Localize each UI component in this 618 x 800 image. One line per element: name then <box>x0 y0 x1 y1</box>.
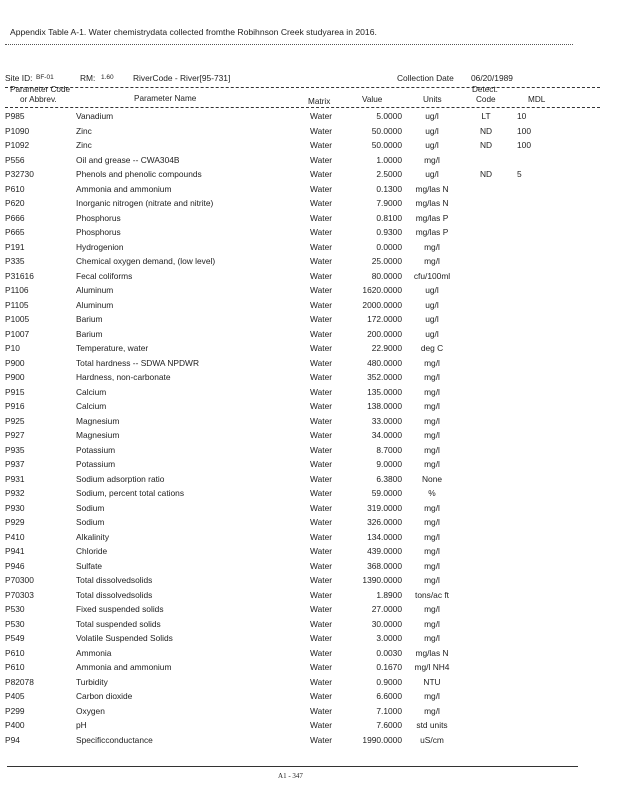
value-cell: 1390.0000 <box>362 575 402 585</box>
header-mdl: MDL <box>528 95 546 104</box>
collection-date-value: 06/20/1989 <box>471 73 513 83</box>
table-row <box>0 153 600 168</box>
param-name-cell: Hardness, non-carbonate <box>76 372 171 382</box>
value-cell: 200.0000 <box>367 328 402 339</box>
value-cell: 5.0000 <box>376 111 402 121</box>
table-row <box>0 240 600 255</box>
table-row <box>0 341 600 356</box>
matrix-cell: Water <box>310 618 333 629</box>
river-code: RiverCode - River[95-731] <box>133 73 231 83</box>
param-name-cell: Phosphorus <box>76 227 121 237</box>
value-cell: 6.6000 <box>376 691 402 701</box>
table-row <box>0 588 600 603</box>
header-units: Units <box>423 95 442 104</box>
header-bottom-rule <box>5 107 600 108</box>
param-name-cell: Sodium adsorption ratio <box>76 473 165 484</box>
header-detect-code: Code <box>476 95 496 104</box>
table-row <box>0 733 600 748</box>
matrix-cell: Water <box>310 212 333 223</box>
units-cell: cfu/100ml <box>413 270 451 281</box>
units-cell: mg/l <box>424 705 440 716</box>
value-cell: 138.0000 <box>367 401 402 411</box>
value-cell: 1.0000 <box>376 154 402 165</box>
param-name-cell: Magnesium <box>76 430 120 440</box>
value-cell: 8.7000 <box>376 444 402 455</box>
matrix-cell: Water <box>310 140 333 150</box>
units-cell: mg/l <box>424 531 440 542</box>
param-code-cell: P941 <box>5 546 25 556</box>
param-name-cell: Volatile Suspended Solids <box>76 633 173 643</box>
value-cell: 326.0000 <box>367 517 402 527</box>
matrix-cell: Water <box>310 111 333 121</box>
mdl-cell: 5 <box>517 169 522 179</box>
table-row <box>0 167 600 182</box>
table-row <box>0 675 600 690</box>
param-name-cell: Barium <box>76 328 103 339</box>
param-code-cell: P191 <box>5 241 25 252</box>
value-cell: 0.9300 <box>376 227 402 237</box>
param-name-cell: Aluminum <box>76 285 114 295</box>
matrix-cell: Water <box>310 720 333 730</box>
units-cell: mg/l <box>424 256 440 266</box>
param-name-cell: Sodium <box>76 502 105 513</box>
matrix-cell: Water <box>310 328 333 339</box>
param-code-cell: P915 <box>5 386 25 397</box>
param-name-cell: Oxygen <box>76 705 105 716</box>
matrix-cell: Water <box>310 299 333 310</box>
table-row <box>0 356 600 371</box>
param-name-cell: Ammonia and ammonium <box>76 662 172 672</box>
param-name-cell: Temperature, water <box>76 343 149 353</box>
value-cell: 9.0000 <box>376 459 402 469</box>
table-row <box>0 254 600 269</box>
param-code-cell: P946 <box>5 560 25 571</box>
value-cell: 134.0000 <box>367 531 402 542</box>
matrix-cell: Water <box>310 459 333 469</box>
mdl-cell: 10 <box>517 111 527 121</box>
matrix-cell: Water <box>310 270 333 281</box>
units-cell: mg/l <box>424 386 440 397</box>
param-name-cell: Magnesium <box>76 415 120 426</box>
param-name-cell: Chemical oxygen demand, (low level) <box>76 256 216 266</box>
header-param-name: Parameter Name <box>134 94 197 103</box>
value-cell: 1990.0000 <box>362 734 402 745</box>
mdl-cell: 100 <box>517 140 531 150</box>
units-cell: deg C <box>420 343 444 353</box>
value-cell: 27.0000 <box>371 604 402 614</box>
param-name-cell: Ammonia <box>76 647 112 658</box>
param-name-cell: Oil and grease -- CWA304B <box>76 154 180 165</box>
units-cell: % <box>428 488 436 498</box>
param-code-cell: P925 <box>5 415 25 426</box>
units-cell: mg/l <box>424 154 440 165</box>
table-row <box>0 327 600 342</box>
collection-date-label: Collection Date <box>397 73 454 83</box>
value-cell: 3.0000 <box>376 633 402 643</box>
units-cell: mg/l <box>424 517 440 527</box>
value-cell: 6.3800 <box>376 473 402 484</box>
units-cell: mg/l <box>424 618 440 629</box>
header-param-abbrev: or Abbrev. <box>20 95 57 104</box>
param-name-cell: Sodium, percent total cations <box>76 488 185 498</box>
matrix-cell: Water <box>310 575 333 585</box>
table-row <box>0 631 600 646</box>
table-row <box>0 718 600 733</box>
detect-code-cell: LT <box>481 111 491 121</box>
matrix-cell: Water <box>310 662 333 672</box>
param-name-cell: Total dissolvedsolids <box>76 575 153 585</box>
table-row <box>0 211 600 226</box>
value-cell: 1620.0000 <box>362 285 402 295</box>
units-cell: mg/l <box>424 241 440 252</box>
table-row <box>0 138 600 153</box>
param-name-cell: Vanadium <box>76 111 114 121</box>
units-cell: ug/l <box>425 169 439 179</box>
param-code-cell: P549 <box>5 633 25 643</box>
units-cell: uS/cm <box>420 734 444 745</box>
site-info-bar <box>0 73 600 85</box>
param-code-cell: P932 <box>5 488 25 498</box>
table-row <box>0 298 600 313</box>
page-number: A1 - 347 <box>278 772 303 780</box>
param-name-cell: Specificconductance <box>76 734 153 745</box>
value-cell: 7.6000 <box>376 720 402 730</box>
param-name-cell: Zinc <box>76 125 92 136</box>
units-cell: mg/l <box>424 444 440 455</box>
site-id-value: BF-01 <box>36 74 54 81</box>
param-name-cell: Zinc <box>76 140 92 150</box>
units-cell: mg/l <box>424 372 440 382</box>
param-name-cell: Carbon dioxide <box>76 691 133 701</box>
title-divider <box>5 44 573 45</box>
param-code-cell: P930 <box>5 502 25 513</box>
param-name-cell: Inorganic nitrogen (nitrate and nitrite) <box>76 198 214 208</box>
matrix-cell: Water <box>310 546 333 556</box>
param-name-cell: Barium <box>76 314 103 324</box>
value-cell: 319.0000 <box>367 502 402 513</box>
param-code-cell: P937 <box>5 459 25 469</box>
param-code-cell: P556 <box>5 154 25 165</box>
units-cell: mg/l <box>424 604 440 614</box>
table-row <box>0 124 600 139</box>
detect-code-cell: ND <box>479 125 493 136</box>
param-name-cell: Sulfate <box>76 560 103 571</box>
matrix-cell: Water <box>310 343 333 353</box>
param-name-cell: Aluminum <box>76 299 114 310</box>
param-name-cell: Turbidity <box>76 676 108 687</box>
matrix-cell: Water <box>310 198 333 208</box>
matrix-cell: Water <box>310 415 333 426</box>
param-code-cell: P94 <box>5 734 20 745</box>
param-code-cell: P1007 <box>5 328 30 339</box>
table-row <box>0 689 600 704</box>
table-row <box>0 428 600 443</box>
value-cell: 50.0000 <box>371 125 402 136</box>
param-name-cell: Potassium <box>76 459 116 469</box>
units-cell: mg/l <box>424 401 440 411</box>
param-name-cell: Calcium <box>76 401 107 411</box>
table-row <box>0 704 600 719</box>
table-row <box>0 399 600 414</box>
param-name-cell: Sodium <box>76 517 105 527</box>
table-row <box>0 109 600 124</box>
matrix-cell: Water <box>310 314 333 324</box>
table-title: Appendix Table A-1. Water chemistrydata collected fromthe Robihnson Creek studyarea in 2016. <box>10 27 377 37</box>
matrix-cell: Water <box>310 357 333 368</box>
param-code-cell: P985 <box>5 111 25 121</box>
matrix-cell: Water <box>310 560 333 571</box>
matrix-cell: Water <box>310 227 333 237</box>
matrix-cell: Water <box>310 386 333 397</box>
site-id-label: Site ID: <box>5 73 33 83</box>
units-cell: std units <box>416 720 448 730</box>
matrix-cell: Water <box>310 633 333 643</box>
param-code-cell: P82078 <box>5 676 34 687</box>
value-cell: 0.0030 <box>376 647 402 658</box>
table-row <box>0 573 600 588</box>
param-code-cell: P400 <box>5 720 25 730</box>
table-row <box>0 385 600 400</box>
param-code-cell: P410 <box>5 531 25 542</box>
units-cell: mg/l <box>424 633 440 643</box>
value-cell: 480.0000 <box>367 357 402 368</box>
param-name-cell: Alkalinity <box>76 531 110 542</box>
matrix-cell: Water <box>310 444 333 455</box>
matrix-cell: Water <box>310 531 333 542</box>
param-code-cell: P666 <box>5 212 25 223</box>
table-row <box>0 559 600 574</box>
matrix-cell: Water <box>310 488 333 498</box>
param-code-cell: P927 <box>5 430 25 440</box>
value-cell: 25.0000 <box>371 256 402 266</box>
units-cell: mg/l <box>424 430 440 440</box>
matrix-cell: Water <box>310 125 333 136</box>
param-code-cell: P1105 <box>5 299 29 310</box>
value-cell: 50.0000 <box>371 140 402 150</box>
value-cell: 0.1670 <box>376 662 402 672</box>
param-code-cell: P931 <box>5 473 25 484</box>
param-name-cell: Chloride <box>76 546 108 556</box>
param-code-cell: P900 <box>5 372 25 382</box>
table-row <box>0 312 600 327</box>
param-code-cell: P32730 <box>5 169 34 179</box>
param-code-cell: P1092 <box>5 140 30 150</box>
units-cell: mg/l <box>424 691 440 701</box>
param-code-cell: P31616 <box>5 270 34 281</box>
matrix-cell: Water <box>310 372 333 382</box>
table-row <box>0 472 600 487</box>
units-cell: ug/l <box>425 140 439 150</box>
param-name-cell: Phenols and phenolic compounds <box>76 169 202 179</box>
units-cell: ug/l <box>425 285 439 295</box>
matrix-cell: Water <box>310 154 333 165</box>
param-code-cell: P530 <box>5 618 25 629</box>
data-table-body <box>0 109 600 747</box>
param-code-cell: P935 <box>5 444 25 455</box>
units-cell: mg/l <box>424 560 440 571</box>
table-row <box>0 515 600 530</box>
param-code-cell: P620 <box>5 198 25 208</box>
matrix-cell: Water <box>310 589 333 600</box>
detect-code-cell: ND <box>479 140 493 150</box>
units-cell: mg/l <box>424 357 440 368</box>
value-cell: 0.8100 <box>376 212 402 223</box>
mdl-cell: 100 <box>517 125 531 136</box>
units-cell: mg/l <box>424 459 440 469</box>
param-name-cell: Total hardness -- SDWA NPDWR <box>76 357 200 368</box>
param-code-cell: P665 <box>5 227 25 237</box>
matrix-cell: Water <box>310 517 333 527</box>
units-cell: mg/l <box>424 546 440 556</box>
param-name-cell: Fecal coliforms <box>76 270 133 281</box>
value-cell: 2000.0000 <box>362 299 402 310</box>
value-cell: 33.0000 <box>371 415 402 426</box>
table-row <box>0 269 600 284</box>
table-row <box>0 602 600 617</box>
table-row <box>0 660 600 675</box>
param-code-cell: P530 <box>5 604 25 614</box>
matrix-cell: Water <box>310 691 333 701</box>
param-name-cell: Potassium <box>76 444 116 455</box>
value-cell: 1.8900 <box>376 589 402 600</box>
units-cell: mg/l NH4 <box>414 662 450 672</box>
header-matrix: Matrix <box>308 97 331 106</box>
units-cell: ug/l <box>425 314 439 324</box>
value-cell: 59.0000 <box>371 488 402 498</box>
units-cell: mg/l <box>424 575 440 585</box>
table-row <box>0 617 600 632</box>
value-cell: 135.0000 <box>367 386 402 397</box>
units-cell: mg/las N <box>415 183 449 194</box>
value-cell: 352.0000 <box>367 372 402 382</box>
param-name-cell: Ammonia and ammonium <box>76 183 172 194</box>
matrix-cell: Water <box>310 676 333 687</box>
param-name-cell: Hydrogenion <box>76 241 124 252</box>
units-cell: NTU <box>423 676 441 687</box>
matrix-cell: Water <box>310 183 333 194</box>
param-code-cell: P900 <box>5 357 25 368</box>
value-cell: 0.9000 <box>376 676 402 687</box>
units-cell: mg/las P <box>415 227 449 237</box>
detect-code-cell: ND <box>479 169 493 179</box>
param-name-cell: Calcium <box>76 386 107 397</box>
value-cell: 34.0000 <box>371 430 402 440</box>
matrix-cell: Water <box>310 169 333 179</box>
units-cell: mg/l <box>424 415 440 426</box>
param-name-cell: Fixed suspended solids <box>76 604 164 614</box>
param-code-cell: P610 <box>5 647 25 658</box>
value-cell: 368.0000 <box>367 560 402 571</box>
matrix-cell: Water <box>310 285 333 295</box>
param-code-cell: P916 <box>5 401 25 411</box>
param-name-cell: pH <box>76 720 87 730</box>
value-cell: 80.0000 <box>371 270 402 281</box>
table-row <box>0 501 600 516</box>
param-code-cell: P929 <box>5 517 25 527</box>
matrix-cell: Water <box>310 705 333 716</box>
table-row <box>0 646 600 661</box>
param-code-cell: P70300 <box>5 575 34 585</box>
units-cell: mg/las N <box>415 647 449 658</box>
header-value: Value <box>362 95 383 104</box>
param-code-cell: P610 <box>5 183 25 194</box>
table-row <box>0 530 600 545</box>
table-row <box>0 443 600 458</box>
value-cell: 439.0000 <box>367 546 402 556</box>
units-cell: mg/las P <box>415 212 449 223</box>
table-row <box>0 414 600 429</box>
value-cell: 7.1000 <box>376 705 402 716</box>
table-row <box>0 283 600 298</box>
param-code-cell: P1090 <box>5 125 30 136</box>
units-cell: mg/l <box>424 502 440 513</box>
param-code-cell: P335 <box>5 256 25 266</box>
matrix-cell: Water <box>310 473 333 484</box>
value-cell: 2.5000 <box>376 169 402 179</box>
param-name-cell: Phosphorus <box>76 212 121 223</box>
units-cell: ug/l <box>425 125 439 136</box>
units-cell: tons/ac ft <box>415 589 449 600</box>
matrix-cell: Water <box>310 502 333 513</box>
table-row <box>0 370 600 385</box>
matrix-cell: Water <box>310 734 333 745</box>
param-name-cell: Total suspended solids <box>76 618 161 629</box>
value-cell: 7.9000 <box>376 198 402 208</box>
param-code-cell: P1005 <box>5 314 30 324</box>
table-row <box>0 196 600 211</box>
param-code-cell: P299 <box>5 705 25 716</box>
units-cell: None <box>421 473 443 484</box>
matrix-cell: Water <box>310 604 333 614</box>
table-row <box>0 457 600 472</box>
matrix-cell: Water <box>310 401 333 411</box>
table-row <box>0 182 600 197</box>
matrix-cell: Water <box>310 647 333 658</box>
footer-rule <box>7 766 578 767</box>
units-cell: mg/las N <box>415 198 449 208</box>
value-cell: 0.1300 <box>376 183 402 194</box>
param-code-cell: P610 <box>5 662 25 672</box>
units-cell: ug/l <box>425 111 439 121</box>
param-code-cell: P70303 <box>5 589 34 600</box>
header-param-code: Parameter Code <box>10 85 71 94</box>
rm-label: RM: <box>80 73 96 83</box>
param-code-cell: P405 <box>5 691 25 701</box>
matrix-cell: Water <box>310 256 333 266</box>
units-cell: ug/l <box>425 328 439 339</box>
param-code-cell: P1106 <box>5 285 29 295</box>
value-cell: 172.0000 <box>367 314 402 324</box>
value-cell: 30.0000 <box>371 618 402 629</box>
rm-value: 1.60 <box>101 74 114 81</box>
units-cell: ug/l <box>425 299 439 310</box>
value-cell: 22.9000 <box>371 343 402 353</box>
table-row <box>0 544 600 559</box>
param-code-cell: P10 <box>5 343 20 353</box>
matrix-cell: Water <box>310 241 333 252</box>
matrix-cell: Water <box>310 430 333 440</box>
header-detect: Detect. <box>472 85 498 94</box>
param-name-cell: Total dissolvedsolids <box>76 589 153 600</box>
value-cell: 0.0000 <box>376 241 402 252</box>
table-row <box>0 225 600 240</box>
table-row <box>0 486 600 501</box>
